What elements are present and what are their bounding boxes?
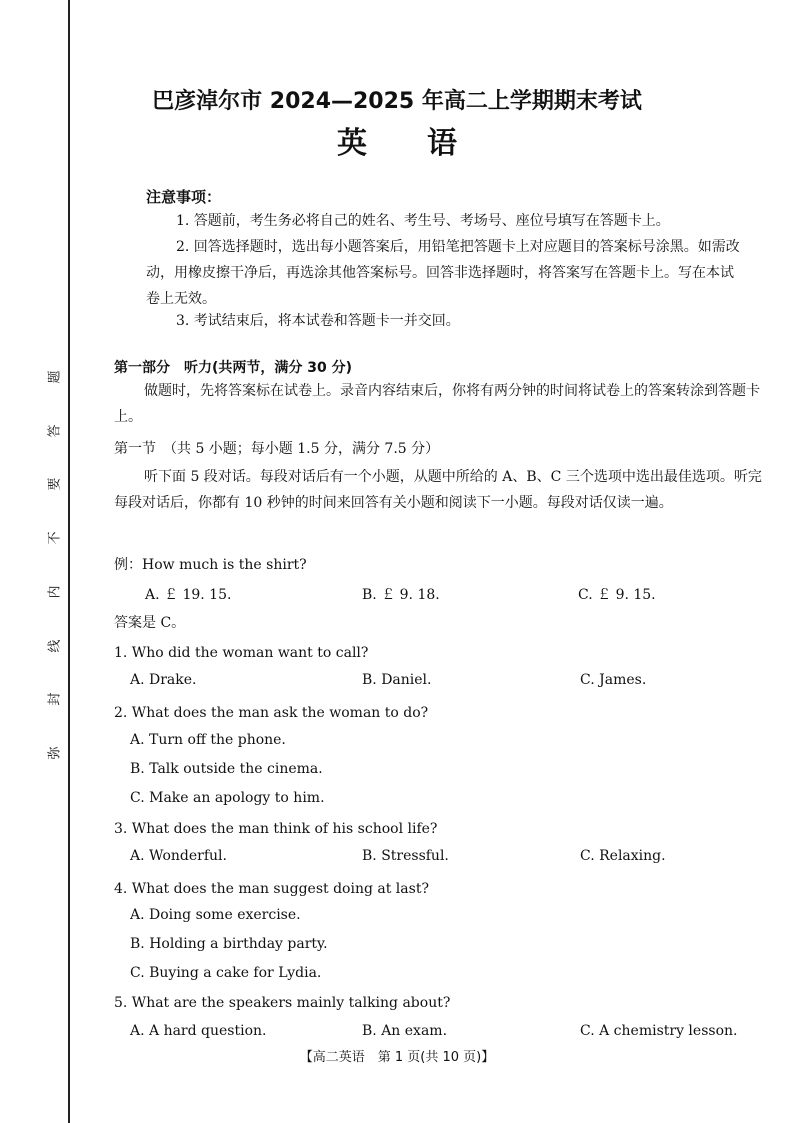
option-c: C. Make an apology to him. xyxy=(130,790,325,806)
question-5: 5. What are the speakers mainly talking about? xyxy=(114,995,451,1011)
option-c: C. ￡ 9. 15. xyxy=(578,587,656,603)
page-footer: 【高二英语 第 1 页(共 10 页)】 xyxy=(299,1050,495,1065)
option-a: A. Wonderful. xyxy=(130,848,227,864)
part1-intro: 做题时，先将答案标在试卷上。录音内容结束后，你将有两分钟的时间将试卷上的答案转涂到答题卡上。 xyxy=(114,383,760,425)
question-4: 4. What does the man suggest doing at last? xyxy=(114,881,429,897)
notice-item: 1. 答题前，考生务必将自己的姓名、考生号、考场号、座位号填写在答题卡上。 xyxy=(176,213,670,229)
option-a: A. Drake. xyxy=(130,672,197,688)
option-c: C. A chemistry lesson. xyxy=(580,1023,738,1039)
option-c: C. James. xyxy=(580,672,647,688)
option-a: A. ￡ 19. 15. xyxy=(145,587,232,603)
option-c: C. Buying a cake for Lydia. xyxy=(130,965,322,981)
seal-char: 内 xyxy=(47,585,63,599)
question-1: 1. Who did the woman want to call? xyxy=(114,645,369,661)
option-b: B. An exam. xyxy=(362,1023,448,1039)
question-3: 3. What does the man think of his school life? xyxy=(114,821,438,837)
notice-item: 2. 回答选择题时，选出每小题答案后，用铅笔把答题卡上对应题目的答案标号涂黑。如需改动，用橡皮擦干净后，再选涂其他答案标号。回答非选择题时，将答案写在答题卡上。写在本试卷上无效。 xyxy=(146,239,740,307)
option-a: A. A hard question. xyxy=(130,1023,267,1039)
seal-char: 不 xyxy=(47,531,63,545)
section1-heading: 第一节 （共 5 小题；每小题 1.5 分，满分 7.5 分） xyxy=(114,441,440,457)
seal-char: 弥 xyxy=(47,746,63,760)
option-a: A. Doing some exercise. xyxy=(130,907,301,923)
section1-intro: 听下面 5 段对话。每段对话后有一个小题，从题中所给的 A、B、C 三个选项中选出最佳选项。听完每段对话后，你都有 10 秒钟的时间来回答有关小题和阅读下一小题。每段对话仅读一遍。 xyxy=(114,469,762,511)
seal-char: 封 xyxy=(47,692,63,706)
option-b: B. Stressful. xyxy=(362,848,449,864)
example-question: 例：How much is the shirt? xyxy=(114,557,307,573)
seal-char: 要 xyxy=(47,477,63,491)
exam-title: 巴彦淖尔市 2024—2025 年高二上学期期末考试 xyxy=(152,89,642,114)
seal-char: 题 xyxy=(47,370,63,384)
example-answer: 答案是 C。 xyxy=(114,615,186,631)
option-b: B. Holding a birthday party. xyxy=(130,936,328,952)
option-b: B. Daniel. xyxy=(362,672,432,688)
notice-heading: 注意事项： xyxy=(146,188,222,206)
binding-margin-line xyxy=(68,0,70,1123)
option-b: B. Talk outside the cinema. xyxy=(130,761,323,777)
seal-char: 线 xyxy=(47,639,63,653)
option-b: B. ￡ 9. 18. xyxy=(362,587,440,603)
subject-title: 英语 xyxy=(337,126,517,161)
option-a: A. Turn off the phone. xyxy=(130,732,286,748)
seal-char: 答 xyxy=(47,424,63,438)
option-c: C. Relaxing. xyxy=(580,848,666,864)
part1-heading: 第一部分 听力(共两节，满分 30 分) xyxy=(114,360,353,376)
question-2: 2. What does the man ask the woman to do? xyxy=(114,705,429,721)
notice-item: 3. 考试结束后，将本试卷和答题卡一并交回。 xyxy=(176,313,460,329)
seal-line-label xyxy=(44,370,68,760)
